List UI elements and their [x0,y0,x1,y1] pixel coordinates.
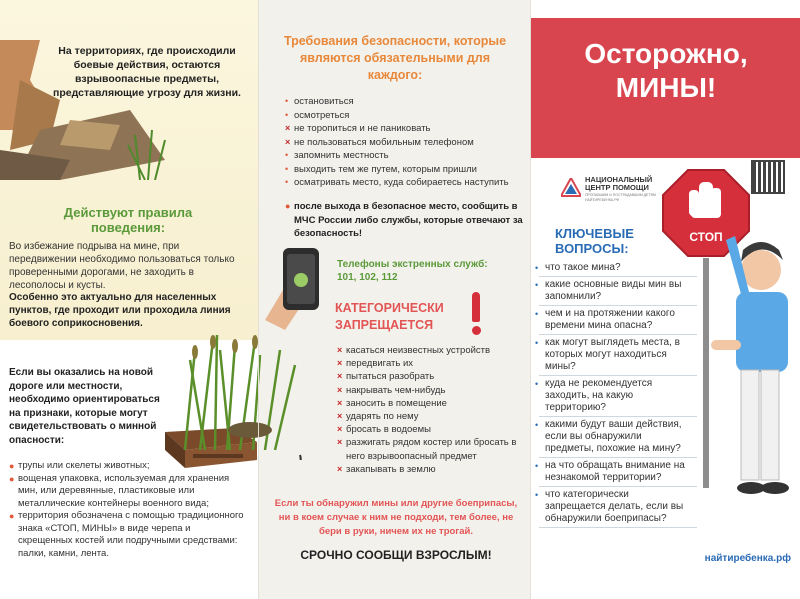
list-item: × бросать в водоемы [337,424,431,436]
signs-title: Если вы оказались на новой дороге или местности, необходимо ориентироваться на признаки, которые могут свидетельствовать о минной опасности: [9,367,160,446]
list-item: × касаться неизвестных устройств [337,345,491,356]
list-item: • остановиться [285,96,354,107]
list-item: × заносить в помещение [337,397,447,409]
list-item: ● трупы или скелеты животных; [9,460,150,471]
boy-illustration [691,220,800,550]
question-item: • какие основные виды мин вы запомнили? [535,279,691,303]
rules-title: Действуют правила поведения: [63,205,193,235]
report-text: СРОЧНО СООБЩИ ВЗРОСЛЫМ! [300,548,492,562]
intro-text: На территориях, где происходили боевые действия, остаются взрывоопасные предметы, представляющие угрозу для жизни. [53,45,241,99]
title-line1: Осторожно, [584,38,748,69]
title-line2: МИНЫ! [615,72,717,103]
forbidden-title: КАТЕГОРИЧЕСКИ ЗАПРЕЩАЕТСЯ [335,301,444,332]
list-item: • выходить тем же путем, которым пришли [285,163,477,175]
list-item: × пытаться разобрать [337,371,435,383]
list-item: × передвигать их [337,358,414,370]
question-item: • чем и на протяжении какого времени мина опасна? [535,308,691,332]
list-item: • запомнить местность [285,150,389,161]
list-item: × не пользоваться мобильным телефоном [285,136,474,148]
right-panel [530,0,800,599]
exclamation-icon [469,292,483,338]
rules-text: Во избежание подрыва на мине, при передвижении необходимо пользоваться только проверенными дорогами, не заходить в лесополосы и кусты. [9,241,235,291]
forbidden-list [337,344,527,476]
org-logo: НАЦИОНАЛЬНЫЙ ЦЕНТР ПОМОЩИ ПРОПАВШИМ И ПОСТРАДАВШИМ ДЕТЯМ НАЙТИРЕБЕНКА.РФ [561,176,671,206]
list-item: × ударять по нему [337,411,419,423]
phones-numbers: 101, 102, 112 [337,272,398,283]
list-item: × закапывать в землю [337,463,436,475]
middle-panel [258,0,531,599]
ruins-illustration [0,40,180,180]
after-exit-text: ● после выхода в безопасное место, сообщить в МЧС России либо службы, которые отвечают за безопасность! [285,201,523,239]
list-item: • осмотреться [285,109,350,121]
question-item: • что категорически запрещается делать, если вы обнаружили боеприпасы? [535,489,691,525]
logo-icon [561,178,581,198]
safety-title: Требования безопасности, которые являются обязательными для каждого: [283,34,507,82]
list-item: × не торопиться и не паниковать [285,123,431,134]
rules-bold: Особенно это актуально для населенных пунктов, где проходит или проходила линия боевого соприкосновения. [9,292,231,329]
questions-list [535,262,691,530]
question-item: • как могут выглядеть места, в которых могут находиться мины? [535,337,691,373]
list-item: ● вощеная упаковка, используемая для хранения мин, или деревянные, пластиковые или металлические контейнеры военного вида; [9,472,230,509]
qr-code[interactable] [751,160,785,194]
site-link[interactable]: найтиребенка.рф [704,553,791,564]
question-item: • что такое мина? [535,262,691,274]
list-item: × накрывать чем-нибудь [337,384,446,396]
signs-list [9,460,244,560]
list-item: • осматривать место, куда собираетесь наступить [285,177,509,188]
safety-list [285,95,525,190]
warning-text: Если ты обнаружил мины или другие боеприпасы, ни в коем случае к ним не подходи, тем более, не бери в руки, ничем их не трогай. [274,498,518,537]
list-item: × разжигать рядом костер или бросать в него взрывоопасный предмет [337,437,517,462]
phones-label: Телефоны экстренных служб: [337,259,488,270]
stop-sign-label: СТОП [689,230,723,244]
questions-title: КЛЮЧЕВЫЕ ВОПРОСЫ: [555,226,634,256]
question-item: • на что обращать внимание на незнакомой территории? [535,460,691,484]
question-item: • какими будут ваши действия, если вы обнаружили предметы, похожие на мину? [535,419,691,455]
question-item: • куда не рекомендуется заходить, на какую территорию? [535,378,691,414]
list-item: ● территория обозначена с помощью традиционного знака «СТОП, МИНЫ» в виде черепа и скрещенных костей или подручными средствами: палки, камни, лента. [9,510,244,559]
